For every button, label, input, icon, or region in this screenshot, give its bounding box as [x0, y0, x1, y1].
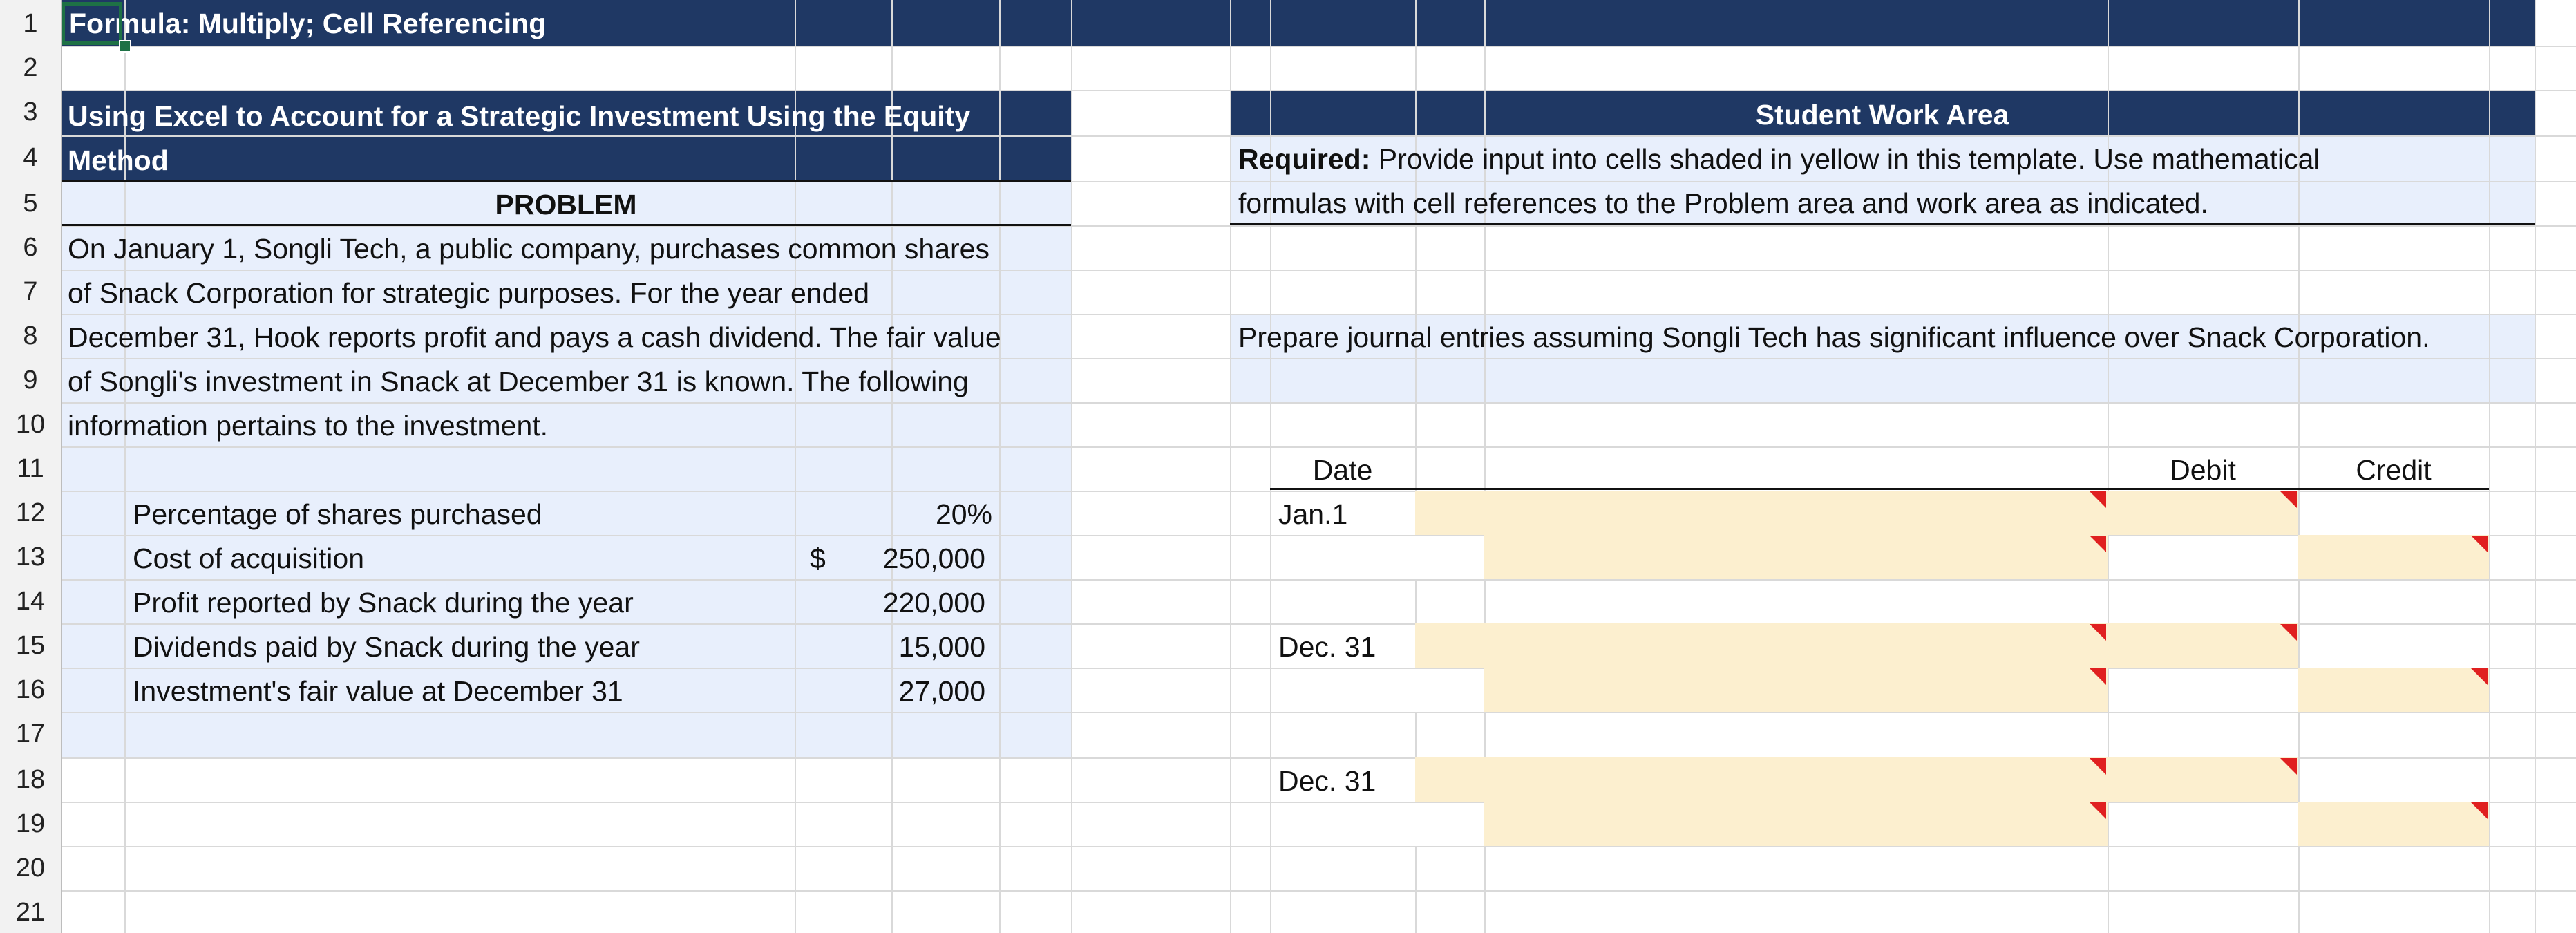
work-area-heading: Student Work Area [1755, 99, 2009, 131]
entry-date: Dec. 31 [1278, 765, 1376, 797]
row-number[interactable]: 20 [15, 854, 46, 883]
comment-marker-icon[interactable] [2090, 624, 2106, 641]
entry-date: Jan.1 [1278, 498, 1348, 530]
row-number[interactable]: 21 [15, 898, 46, 927]
input-account-credit-2[interactable] [1484, 668, 2108, 712]
item-value: 250,000 [882, 543, 985, 574]
input-credit-1[interactable] [2298, 535, 2489, 579]
item-label: Profit reported by Snack during the year [133, 587, 634, 619]
row-number[interactable]: 2 [23, 53, 38, 82]
input-credit-3[interactable] [2298, 802, 2489, 846]
debit-column-header: Debit [2170, 454, 2236, 486]
comment-marker-icon[interactable] [2090, 802, 2106, 819]
input-debit-1[interactable] [2108, 491, 2298, 535]
problem-subheading: PROBLEM [495, 189, 637, 220]
row-number[interactable]: 11 [17, 454, 44, 483]
problem-heading-line2: Method [68, 144, 169, 176]
item-value: 15,000 [898, 631, 985, 663]
credit-column-header: Credit [2356, 454, 2432, 486]
row-number[interactable]: 9 [23, 366, 38, 395]
row-number[interactable]: 17 [15, 719, 46, 748]
required-text-line1 [1238, 137, 2320, 181]
item-value: 220,000 [882, 587, 985, 619]
item-label: Dividends paid by Snack during the year [133, 631, 640, 663]
problem-description-line: of Songli's investment in Snack at December 31 is known. The following [68, 366, 969, 397]
input-account-credit-1[interactable] [1484, 535, 2108, 579]
input-account-debit-2[interactable] [1415, 623, 2108, 668]
input-account-debit-3[interactable] [1415, 757, 2108, 802]
comment-marker-icon[interactable] [2090, 758, 2106, 775]
entry-date: Dec. 31 [1278, 631, 1376, 663]
problem-header-rule [61, 180, 1071, 182]
item-label: Cost of acquisition [133, 543, 365, 574]
sheet-title[interactable]: Formula: Multiply; Cell Referencing [69, 8, 547, 39]
required-text: Provide input into cells shaded in yellow in this template. Use mathematical [1370, 143, 2320, 175]
input-account-credit-3[interactable] [1484, 802, 2108, 846]
required-text-line2: formulas with cell references to the Problem area and work area as indicated. [1238, 187, 2208, 219]
row-number[interactable]: 16 [15, 675, 46, 704]
row-number[interactable]: 6 [23, 233, 38, 262]
comment-marker-icon[interactable] [2090, 536, 2106, 552]
currency-symbol: $ [810, 543, 826, 574]
input-debit-3[interactable] [2108, 757, 2298, 802]
input-credit-2[interactable] [2298, 668, 2489, 712]
row-number[interactable]: 10 [15, 410, 46, 439]
instruction-text: Prepare journal entries assuming Songli Tech has significant influence over Snack Corporation. [1238, 321, 2430, 353]
item-label: Investment's fair value at December 31 [133, 675, 623, 707]
comment-marker-icon[interactable] [2090, 668, 2106, 685]
required-label: Required: [1238, 143, 1371, 175]
comment-marker-icon[interactable] [2471, 668, 2488, 685]
item-value: 20% [935, 498, 992, 530]
row-number[interactable]: 4 [23, 143, 38, 172]
comment-marker-icon[interactable] [2090, 491, 2106, 508]
problem-description-line: December 31, Hook reports profit and pays a cash dividend. The fair value [68, 321, 1001, 353]
active-cell-selection[interactable] [61, 2, 122, 45]
row-number[interactable]: 14 [15, 587, 46, 616]
row-number[interactable]: 5 [23, 189, 38, 218]
fill-handle[interactable] [119, 40, 131, 53]
row-number[interactable]: 13 [15, 543, 46, 572]
row-number[interactable]: 1 [23, 9, 38, 38]
item-value: 27,000 [898, 675, 985, 707]
row-number[interactable]: 3 [23, 97, 38, 126]
input-account-debit-1[interactable] [1415, 491, 2108, 535]
row-number[interactable]: 12 [15, 498, 46, 527]
item-label: Percentage of shares purchased [133, 498, 542, 530]
row-number[interactable]: 18 [15, 765, 46, 794]
row-number[interactable]: 7 [23, 277, 38, 306]
problem-heading-line1: Using Excel to Account for a Strategic Investment Using the Equity [68, 100, 971, 132]
problem-description-line: information pertains to the investment. [68, 410, 549, 442]
row-number[interactable]: 8 [23, 321, 38, 350]
comment-marker-icon[interactable] [2280, 491, 2297, 508]
row-header-column [0, 0, 62, 933]
comment-marker-icon[interactable] [2280, 758, 2297, 775]
date-column-header: Date [1312, 454, 1373, 486]
comment-marker-icon[interactable] [2471, 802, 2488, 819]
problem-description-line: of Snack Corporation for strategic purposes. For the year ended [68, 277, 870, 309]
comment-marker-icon[interactable] [2471, 536, 2488, 552]
input-debit-2[interactable] [2108, 623, 2298, 668]
comment-marker-icon[interactable] [2280, 624, 2297, 641]
row-number[interactable]: 15 [15, 631, 46, 660]
row-number[interactable]: 19 [15, 809, 46, 838]
problem-description-line: On January 1, Songli Tech, a public company, purchases common shares [68, 233, 989, 265]
